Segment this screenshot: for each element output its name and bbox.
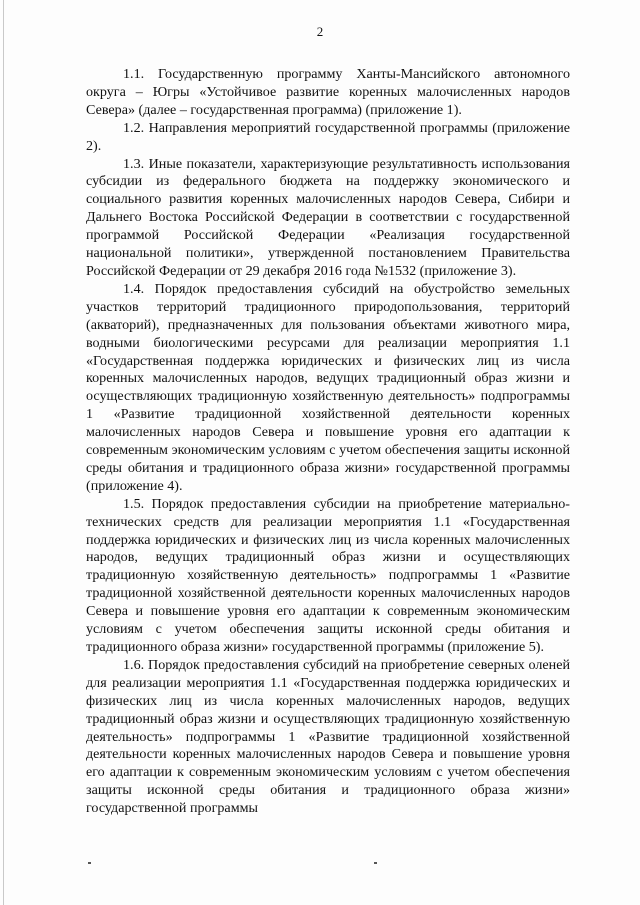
scan-edge-line (3, 0, 4, 905)
document-body (86, 66, 570, 818)
paragraph-1-2: 1.2. Направления мероприятий государственной программы (приложение 2). (86, 119, 570, 154)
paragraph-1-4: 1.4. Порядок предоставления субсидий на обустройство земельных участков территорий традиционного природопользования, территорий (акваторий), предназначенных для пользования объектами животного мира, водными биологическими ресурсами для реализации мероприятия 1.1 «Государственная поддержка юридических и физических лиц из числа коренных малочисленных народов, ведущих традиционный образ жизни и осуществляющих традиционную хозяйственную деятельность» подпрограммы 1 «Развитие традиционной хозяйственной деятельности коренных малочисленных народов Севера и повышение уровня его адаптации к современным экономическим условиям с учетом обеспечения защиты исконной среды обитания и традиционного образа жизни» государственной программы (приложение 4). (86, 280, 570, 494)
scan-speck (374, 862, 377, 864)
paragraph-1-1: 1.1. Государственную программу Ханты-Мансийского автономного округа – Югры «Устойчивое развитие коренных малочисленных народов Севера» (далее – государственная программа) (приложение 1). (86, 66, 570, 118)
paragraph-1-3: 1.3. Иные показатели, характеризующие результативность использования субсидии из федерального бюджета на поддержку экономического и социального развития коренных малочисленных народов Севера, Сибири и Дальнего Востока Российской Федерации в соответствии с государственной программой Российской Федерации «Реализация государственной национальной политики», утвержденной постановлением Правительства Российской Федерации от 29 декабря 2016 года №1532 (приложение 3). (86, 155, 570, 279)
scan-speck (88, 862, 91, 864)
paragraph-1-5: 1.5. Порядок предоставления субсидии на приобретение материально-технических средств для реализации мероприятия 1.1 «Государственная поддержка юридических и физических лиц из числа коренных малочисленных народов, ведущих традиционный образ жизни и осуществляющих традиционную хозяйственную деятельность» подпрограммы 1 «Развитие традиционной хозяйственной деятельности коренных малочисленных народов Севера и повышение уровня его адаптации к современным экономическим условиям с учетом обеспечения защиты исконной среды обитания и традиционного образа жизни» государственной программы (приложение 5). (86, 495, 570, 655)
page-number: 2 (316, 24, 324, 39)
paragraph-1-6: 1.6. Порядок предоставления субсидий на приобретение северных оленей для реализации мероприятия 1.1 «Государственная поддержка юридических и физических лиц из числа коренных малочисленных народов, ведущих традиционный образ жизни и осуществляющих традиционную хозяйственную деятельность» подпрограммы 1 «Развитие традиционной хозяйственной деятельности коренных малочисленных народов Севера и повышение уровня его адаптации к современным экономическим условиям с учетом обеспечения защиты исконной среды обитания и традиционного образа жизни» государственной программы (86, 656, 570, 817)
